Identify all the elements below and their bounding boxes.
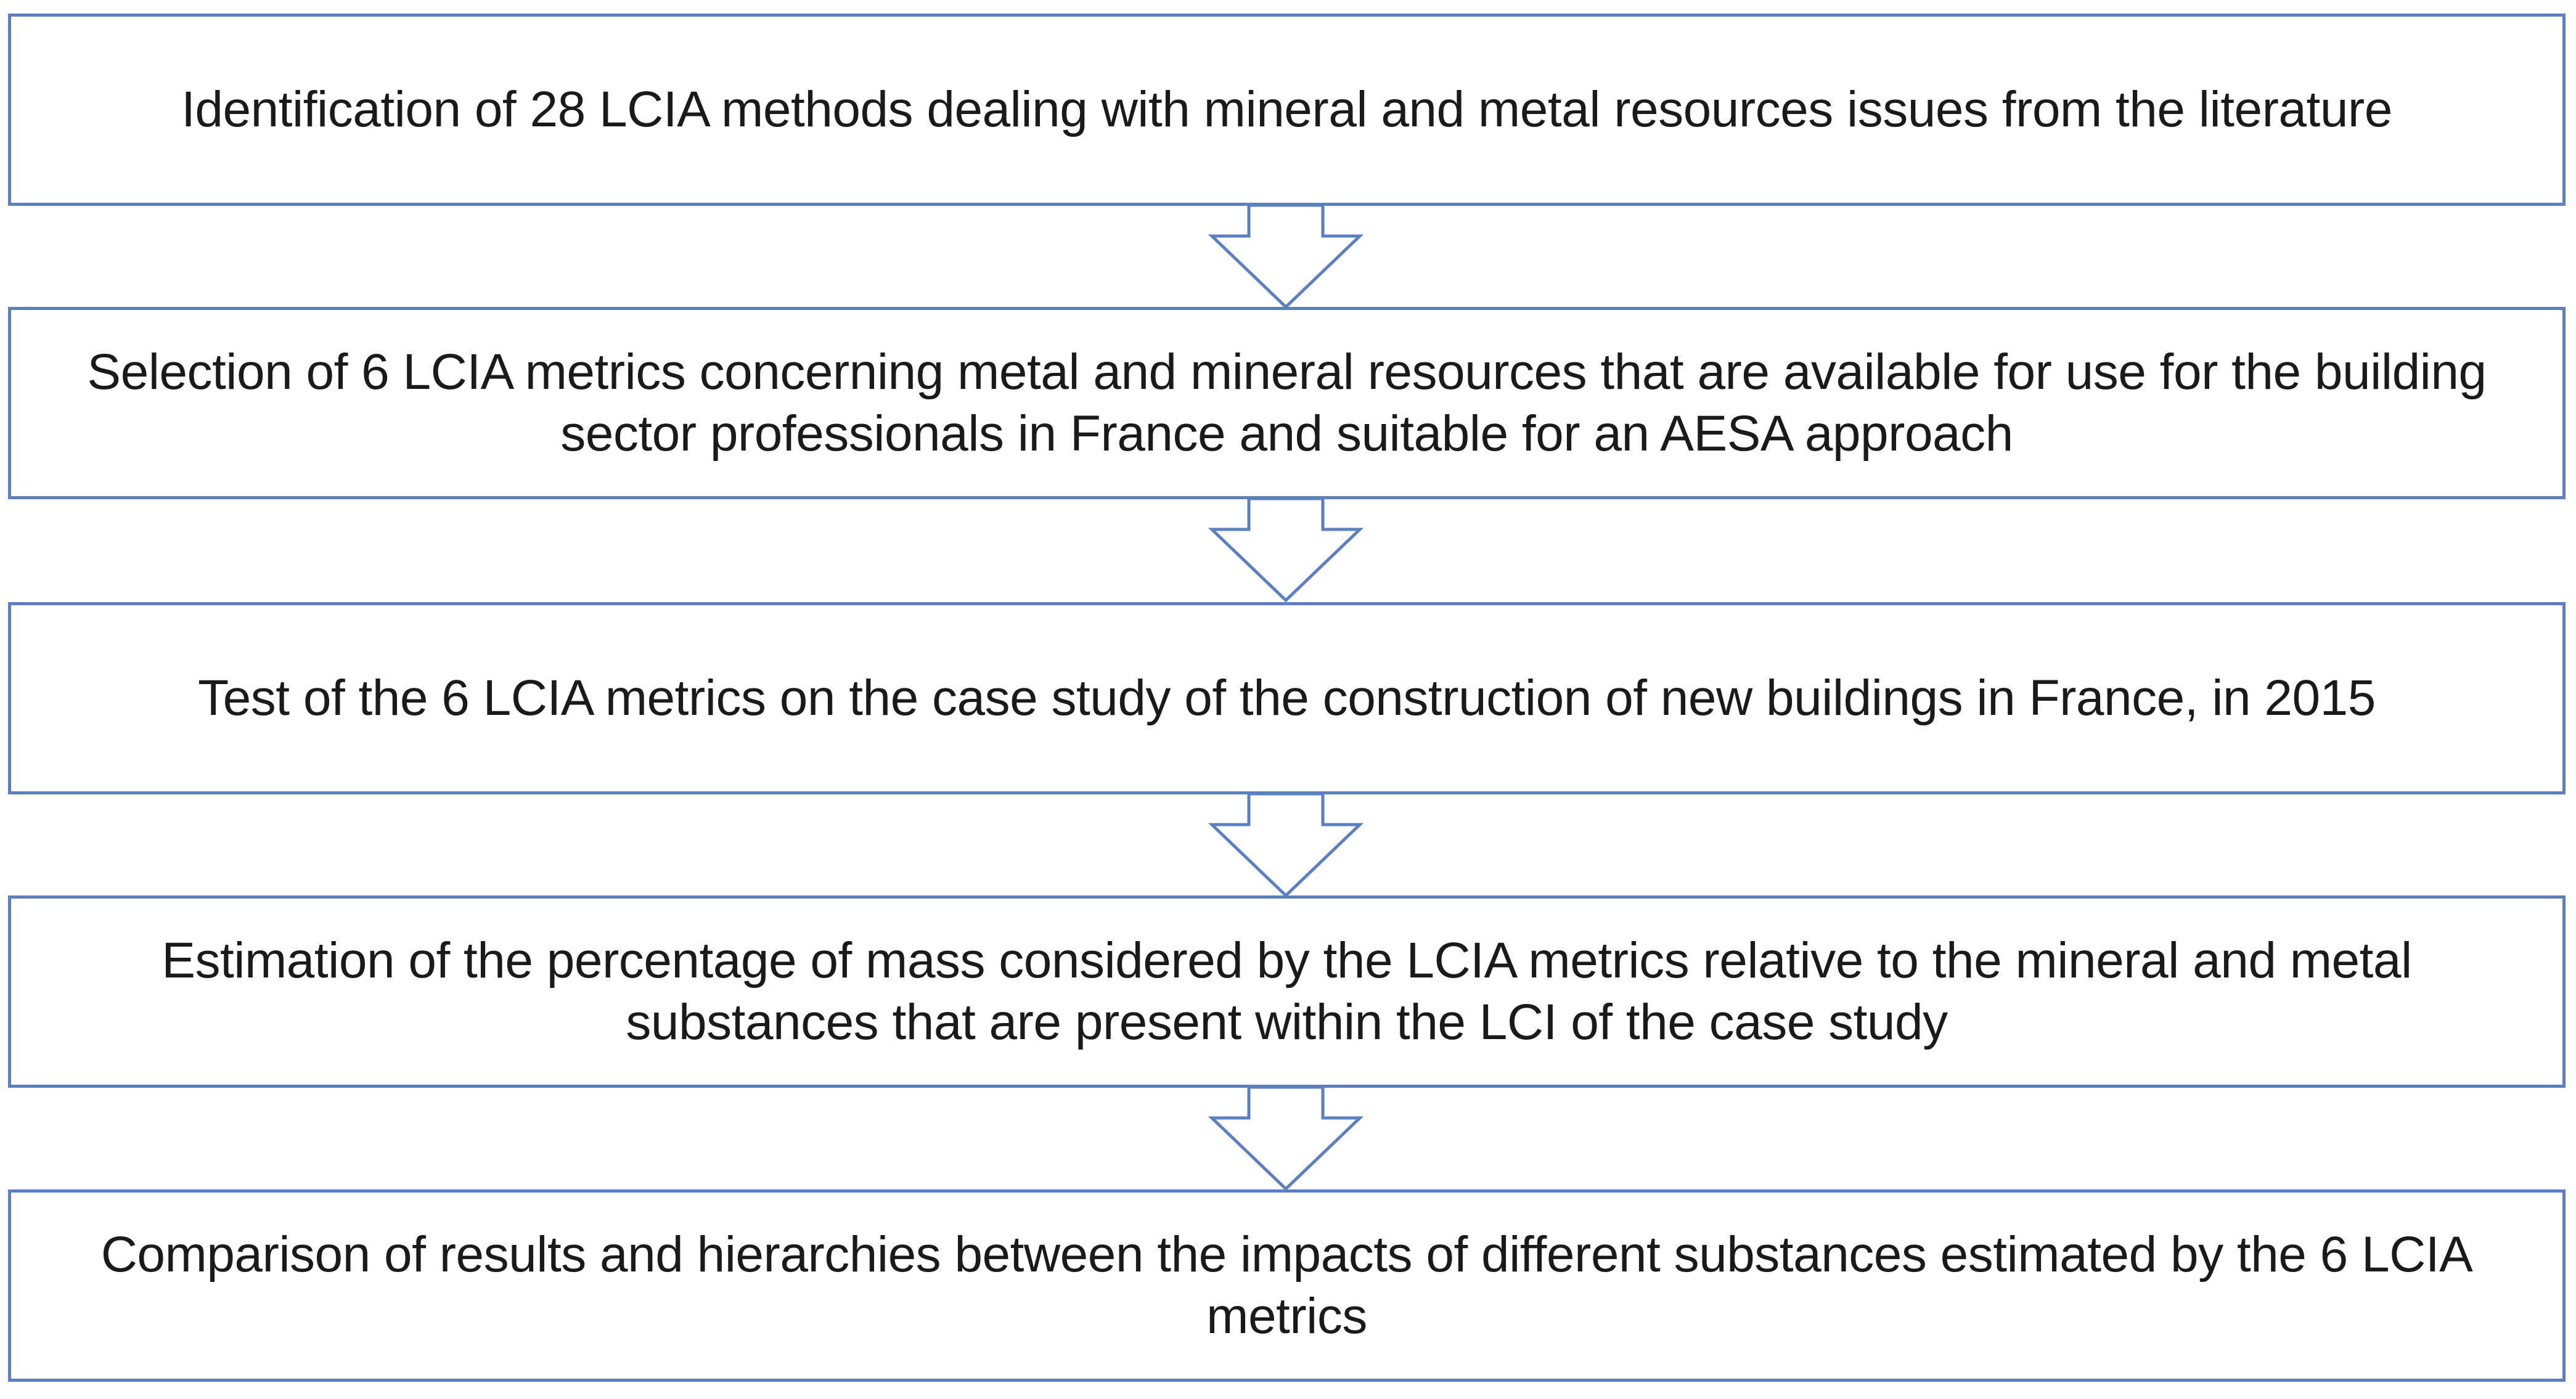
- flow-step-1: [8, 14, 2566, 206]
- flow-step-4-text: Estimation of the percentage of mass considered by the LCIA metrics relative to the mineral and metal substances that are present within the LCI of the case study: [162, 932, 2412, 1050]
- flow-step-4: [8, 895, 2566, 1088]
- flow-step-3: [8, 602, 2566, 794]
- flow-step-1-text: Identification of 28 LCIA methods dealing with mineral and metal resources issues from the literature: [181, 81, 2392, 137]
- flow-step-2: [8, 307, 2566, 499]
- down-arrow-icon: [1206, 205, 1366, 310]
- flow-step-3-text: Test of the 6 LCIA metrics on the case study of the construction of new buildings in France, in 2015: [198, 670, 2376, 726]
- down-arrow-icon: [1206, 1087, 1366, 1192]
- down-arrow-icon: [1206, 794, 1366, 899]
- down-arrow-icon: [1206, 499, 1366, 603]
- flow-step-2-text: Selection of 6 LCIA metrics concerning metal and mineral resources that are available for use for the building sector professionals in France and suitable for an AESA approach: [87, 344, 2487, 462]
- flow-step-5: [8, 1189, 2566, 1382]
- flow-step-5-text: Comparison of results and hierarchies between the impacts of different substances estimated by the 6 LCIA metrics: [100, 1226, 2473, 1344]
